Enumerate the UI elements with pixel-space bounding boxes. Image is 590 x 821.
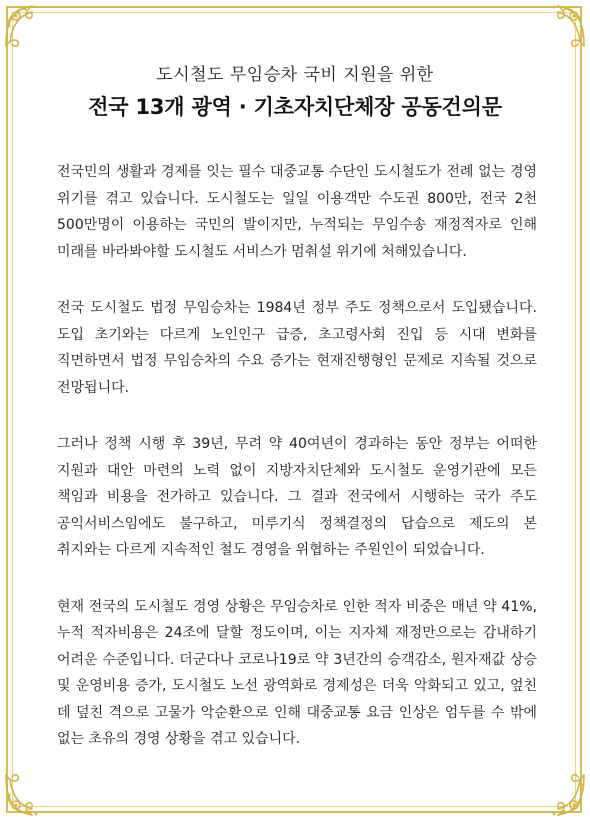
body-paragraph: 현재 전국의 도시철도 경영 상황은 무임승차로 인한 적자 비중은 매년 약 41%, 누적 적자비용은 24조에 달할 정도이며, 이는 지자체 재정만으로는 감내하기 어려운 수준입니다. 더군다나 코로나19로 약 3년간의 승객감소, 원자재값 상승 및 운영비용 증가, 도시철도 노선 광역화로 경제성은 더욱 악화되고 있고, 엎친 데 덮친 격으로 고물가 악순환으로 인해 대중교통 요금 인상은 엄두를 수 밖에 없는 초유의 경영 상황을 겪고 있습니다. (57, 598, 537, 747)
corner-ornament-icon (2, 2, 50, 50)
corner-ornament-icon (540, 771, 588, 819)
document-subtitle: 도시철도 무임승차 국비 지원을 위한 (156, 65, 434, 85)
body-paragraph: 전국 도시철도 법정 무임승차는 1984년 정부 주도 정책으로서 도입됐습니다. 도입 초기와는 다르게 노인인구 급증, 초고령사회 진입 등 시대 변화를 직면하면서 법정 무임승차의 수요 증가는 현재진행형인 문제로 지속될 것으로 전망됩니다. (57, 300, 537, 396)
corner-ornament-icon (540, 2, 588, 50)
document-title: 전국 13개 광역 · 기초자치단체장 공동건의문 (88, 95, 502, 119)
body-paragraph: 그러나 정책 시행 후 39년, 무려 약 40여년이 경과하는 동안 정부는 어떠한 지원과 대안 마련의 노력 없이 지방자치단체와 도시철도 운영기관에 모든 책임과 비용을 전가하고 있습니다. 그 결과 전국에서 시행하는 국가 주도 공익서비스임에도 불구하고, 미루기식 정책결정의 답습으로 제도의 본 취지와는 다르게 지속적인 철도 경영을 위협하는 주원인이 되었습니다. (57, 436, 537, 558)
corner-ornament-icon (2, 771, 50, 819)
document-body (57, 159, 537, 783)
body-paragraph: 전국민의 생활과 경제를 잇는 필수 대중교통 수단인 도시철도가 전례 없는 경영 위기를 겪고 있습니다. 도시철도는 일일 이용객만 수도권 800만, 전국 2천 500만명이 이용하는 국민의 발이지만, 누적되는 무임수송 재정적자로 인해 미래를 바라봐야할 도시철도 서비스가 멈춰설 위기에 처해있습니다. (57, 164, 537, 260)
